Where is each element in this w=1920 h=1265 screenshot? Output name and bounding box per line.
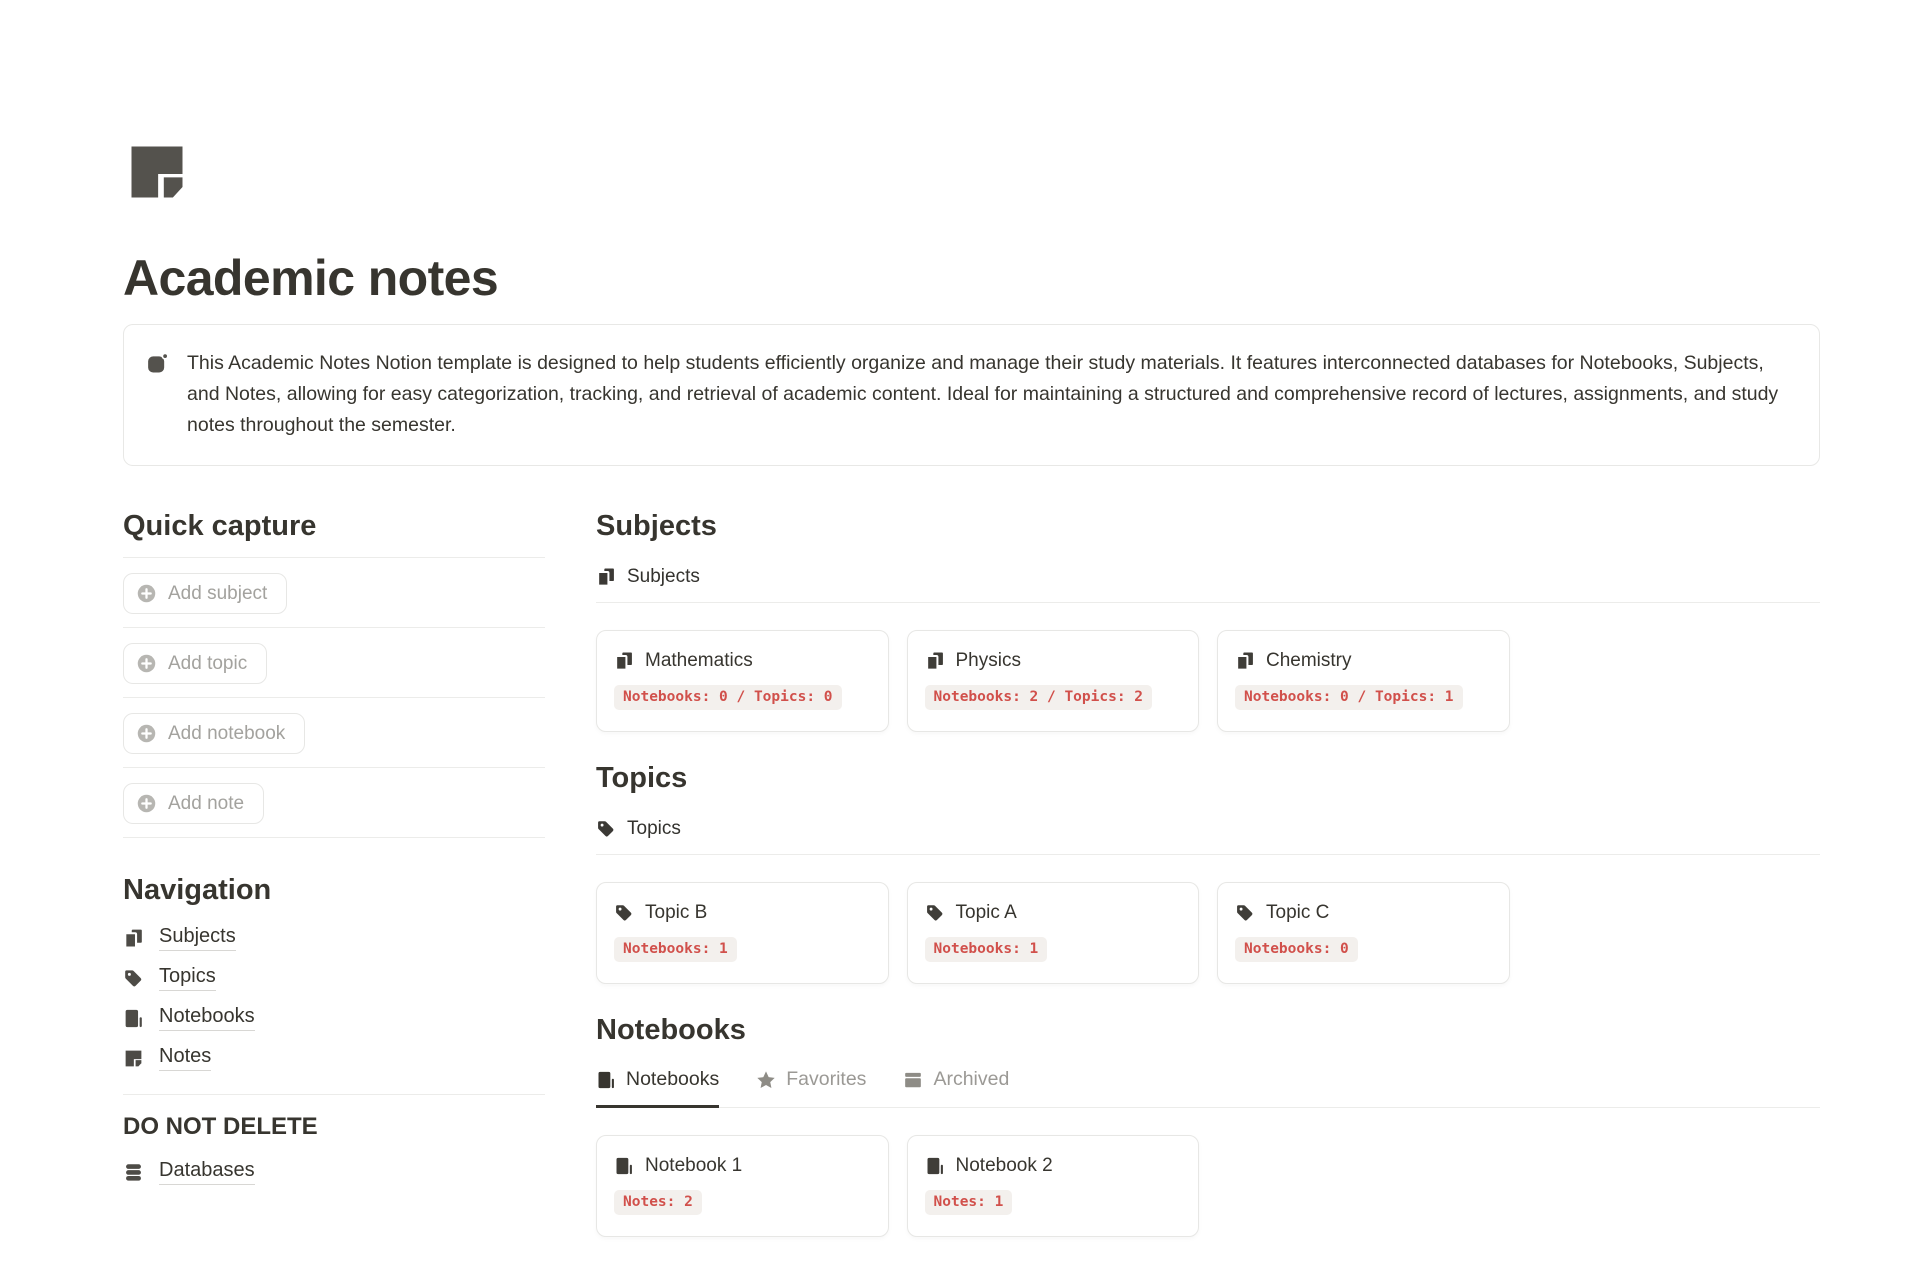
tag-icon — [596, 819, 616, 839]
nav-link-label: Topics — [159, 965, 216, 991]
card-title: Topic C — [1266, 902, 1330, 923]
sidebar-item-notes[interactable] — [123, 1038, 545, 1078]
card-stats-badge: Notebooks: 0 / Topics: 1 — [1235, 685, 1463, 710]
sidebar-item-notebooks[interactable] — [123, 998, 545, 1038]
navigation-heading: Navigation — [123, 874, 272, 906]
add-notebook-button[interactable] — [123, 713, 305, 754]
archive-icon — [903, 1070, 923, 1090]
star-icon — [756, 1070, 776, 1090]
button-label: Add subject — [168, 582, 268, 604]
quick-capture-row — [123, 628, 545, 698]
pages-icon — [123, 928, 144, 949]
subjects-gallery — [596, 630, 1820, 732]
nav-link-label: Databases — [159, 1159, 255, 1185]
pages-icon — [925, 651, 945, 671]
card-stats-badge: Notebooks: 0 — [1235, 937, 1358, 962]
topics-gallery — [596, 882, 1820, 984]
plus-circle-icon — [136, 723, 157, 744]
tab-notebooks[interactable] — [596, 1068, 719, 1108]
tab-label: Archived — [933, 1068, 1010, 1090]
view-label: Subjects — [627, 566, 700, 587]
card-title: Physics — [955, 650, 1021, 671]
notebooks-heading: Notebooks — [596, 1014, 746, 1046]
notebooks-gallery — [596, 1135, 1820, 1237]
tab-label: Favorites — [786, 1068, 867, 1090]
quick-capture-heading: Quick capture — [123, 510, 317, 542]
tab-archived[interactable] — [903, 1068, 1009, 1108]
note-dot-icon — [145, 351, 170, 376]
quick-capture-row — [123, 698, 545, 768]
add-topic-button[interactable] — [123, 643, 267, 684]
pages-icon — [1235, 651, 1255, 671]
subject-card-chemistry[interactable] — [1217, 630, 1510, 732]
nav-link-label: Subjects — [159, 925, 236, 951]
subject-card-mathematics[interactable] — [596, 630, 889, 732]
card-stats-badge: Notebooks: 2 / Topics: 2 — [925, 685, 1153, 710]
nav-link-label: Notebooks — [159, 1005, 255, 1031]
navigation-list — [123, 918, 545, 1078]
do-not-delete-heading: DO NOT DELETE — [123, 1113, 318, 1140]
plus-circle-icon — [136, 793, 157, 814]
book-icon — [614, 1156, 634, 1176]
card-stats-badge: Notebooks: 0 / Topics: 0 — [614, 685, 842, 710]
notebook-card-1[interactable] — [596, 1135, 889, 1237]
card-title: Notebook 2 — [955, 1155, 1053, 1176]
card-stats-badge: Notebooks: 1 — [614, 937, 737, 962]
database-icon — [123, 1162, 144, 1183]
subject-card-physics[interactable] — [907, 630, 1200, 732]
topic-card-a[interactable] — [907, 882, 1200, 984]
card-title: Chemistry — [1266, 650, 1352, 671]
sidebar-item-topics[interactable] — [123, 958, 545, 998]
button-label: Add notebook — [168, 722, 286, 744]
topics-heading: Topics — [596, 762, 688, 794]
pages-icon — [596, 567, 616, 587]
tag-icon — [1235, 903, 1255, 923]
sidebar-item-subjects[interactable] — [123, 918, 545, 958]
card-stats-badge: Notes: 1 — [925, 1190, 1013, 1215]
quick-capture-row — [123, 768, 545, 838]
card-title: Topic B — [645, 902, 708, 923]
tab-favorites[interactable] — [756, 1068, 866, 1108]
tab-label: Notebooks — [626, 1068, 720, 1090]
right-column — [596, 508, 1820, 1265]
view-label: Topics — [627, 818, 681, 839]
card-stats-badge: Notes: 2 — [614, 1190, 702, 1215]
plus-circle-icon — [136, 653, 157, 674]
card-title: Topic A — [955, 902, 1017, 923]
quick-capture-row — [123, 558, 545, 628]
description-callout — [123, 324, 1820, 466]
tag-icon — [614, 903, 634, 923]
divider — [123, 1094, 545, 1095]
card-stats-badge: Notebooks: 1 — [925, 937, 1048, 962]
add-note-button[interactable] — [123, 783, 264, 824]
pages-icon — [614, 651, 634, 671]
plus-circle-icon — [136, 583, 157, 604]
nav-link-label: Notes — [159, 1045, 211, 1071]
sidebar-item-databases[interactable] — [123, 1152, 545, 1192]
notebooks-view-tabs — [596, 1068, 1820, 1108]
do-not-delete-list — [123, 1152, 545, 1192]
button-label: Add note — [168, 792, 245, 814]
tag-icon — [925, 903, 945, 923]
book-icon — [596, 1070, 616, 1090]
callout-text: This Academic Notes Notion template is designed to help students efficiently organize and manage their study materials. It features interconnected databases for Notebooks, Subjects, and Notes, allowing for easy categorization, tracking, and retrieval of academic content. Ideal for maintaining a structured and comprehensive record of lectures, assignments, and study notes throughout the semester. — [187, 352, 1779, 436]
notebook-card-2[interactable] — [907, 1135, 1200, 1237]
page-note-icon[interactable] — [123, 138, 191, 206]
subjects-heading: Subjects — [596, 510, 717, 542]
left-column — [123, 508, 545, 1192]
add-subject-button[interactable] — [123, 573, 287, 614]
tag-icon — [123, 968, 144, 989]
book-icon — [925, 1156, 945, 1176]
topic-card-b[interactable] — [596, 882, 889, 984]
note-icon — [123, 1048, 144, 1069]
card-title: Notebook 1 — [645, 1155, 743, 1176]
page-title: Academic notes — [123, 250, 499, 306]
topics-view-tab[interactable] — [596, 818, 1820, 855]
subjects-view-tab[interactable] — [596, 566, 1820, 603]
book-icon — [123, 1008, 144, 1029]
topic-card-c[interactable] — [1217, 882, 1510, 984]
button-label: Add topic — [168, 652, 248, 674]
card-title: Mathematics — [645, 650, 753, 671]
